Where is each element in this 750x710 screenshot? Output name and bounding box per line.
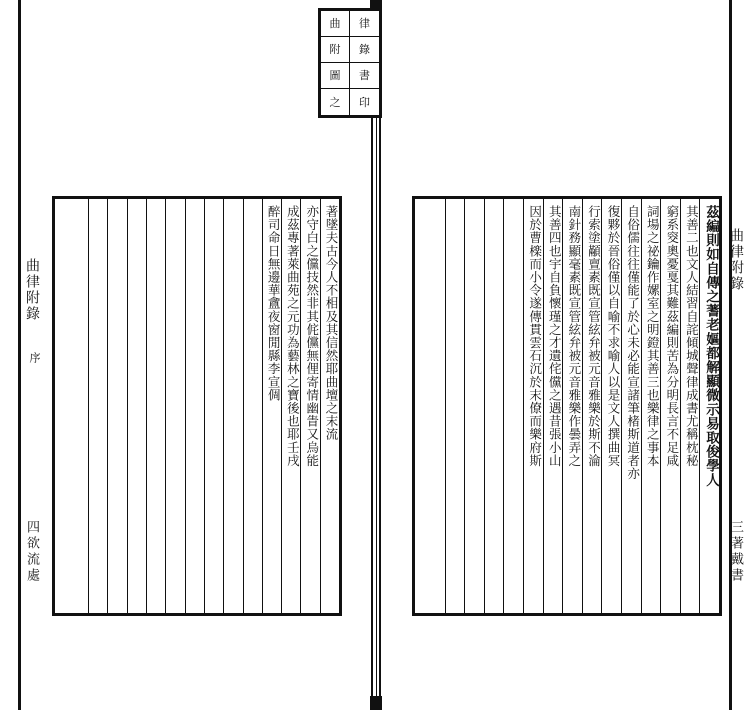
text-column-empty bbox=[185, 199, 204, 613]
text-column: 其善四也宇自負懷瑾之才遺侘儻之遇昔張小山 bbox=[543, 199, 563, 613]
text-column: 著墜夫古今人不相及其信然耶曲壇之末流 bbox=[320, 199, 339, 613]
left-spine-title: 曲律附錄 bbox=[24, 258, 40, 322]
text-column-empty bbox=[204, 199, 223, 613]
seal-char: 附 bbox=[321, 37, 350, 63]
text-column: 茲編則如自傳之蓍老嫗都解顯微示易取俊學人 bbox=[699, 199, 719, 613]
left-text-block bbox=[52, 196, 342, 616]
text-column: 醉司命日無邊華盦夜窗閒縣李宣倜 bbox=[262, 199, 281, 613]
text-column: 因於曹檪而小令遂傳貫雲石沉於末僚而樂府斯 bbox=[523, 199, 543, 613]
text-column-empty bbox=[503, 199, 523, 613]
right-spine-title: 曲律附錄 bbox=[728, 228, 744, 292]
seal-char: 之 bbox=[321, 89, 350, 115]
text-column-empty bbox=[165, 199, 184, 613]
seal-char: 錄 bbox=[350, 37, 379, 63]
right-text-block bbox=[412, 196, 722, 616]
text-column: 其善二也文人結習自詫傾城聲律成書尤稱枕秘 bbox=[680, 199, 700, 613]
text-column-empty bbox=[243, 199, 262, 613]
page-edge-left bbox=[0, 0, 18, 710]
page-edge-right bbox=[732, 0, 750, 710]
text-column-empty bbox=[464, 199, 484, 613]
text-column: 自俗儒往往僅能了於心未必能宣諸筆楮斯道者亦 bbox=[621, 199, 641, 613]
fold-mark-bottom bbox=[370, 696, 382, 710]
text-column-empty bbox=[484, 199, 504, 613]
left-spine-footer: 四欲流處 bbox=[24, 520, 39, 584]
text-column-empty bbox=[445, 199, 465, 613]
text-column-empty bbox=[127, 199, 146, 613]
text-column: 復夥於晉俗僅以自喻不求喻人以是文人撰曲冥 bbox=[601, 199, 621, 613]
text-column: 南針務顯毫素既宣管絃弁被元音雅樂作曇弄之 bbox=[562, 199, 582, 613]
seal-char: 書 bbox=[350, 63, 379, 89]
seal-char: 印 bbox=[359, 95, 370, 109]
text-column-empty bbox=[88, 199, 107, 613]
text-column: 行索塗顢亶素既宣管絃弁被元音雅樂於斯不淪 bbox=[582, 199, 602, 613]
square-seal-icon bbox=[318, 8, 382, 118]
text-column-empty bbox=[425, 199, 445, 613]
text-column: 詞場之祕鑰作嫘室之明鐙其善三也樂律之事本 bbox=[641, 199, 661, 613]
left-spine-subtitle: 序 bbox=[28, 352, 41, 364]
text-column: 亦守白之儻技然非其侂儻無俚寄情幽眚又烏能 bbox=[300, 199, 319, 613]
text-column: 窮系窔奧憂戛其難茲編則苦為分明長言不足咸 bbox=[660, 199, 680, 613]
seal-char: 曲 bbox=[321, 11, 350, 37]
text-column-empty bbox=[146, 199, 165, 613]
right-spine-footer: 三著戴書 bbox=[728, 520, 743, 584]
seal-char: 圖 bbox=[321, 63, 350, 89]
text-column-empty bbox=[107, 199, 126, 613]
text-column-empty bbox=[69, 199, 88, 613]
text-column-empty bbox=[223, 199, 242, 613]
seal-char: 律 bbox=[350, 11, 379, 37]
text-column: 成茲專著萊曲苑之元功為藝林之寶後也耶壬戌 bbox=[281, 199, 300, 613]
